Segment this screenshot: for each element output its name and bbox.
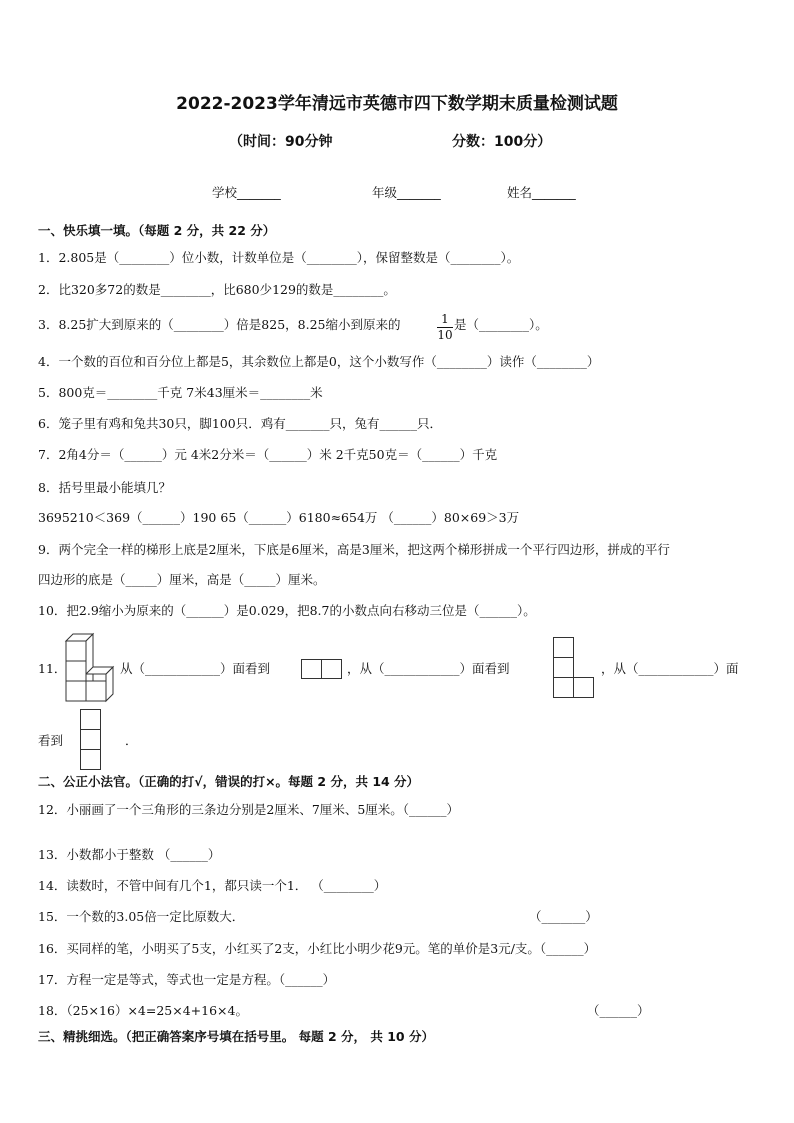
- question-4: 4．一个数的百位和百分位上都是5，其余数位上都是0，这个小数写作（________）读作（________）: [38, 354, 600, 369]
- question-5: 5．800克＝________千克 7米43厘米＝________米: [38, 385, 323, 400]
- fraction-one-tenth: [437, 313, 453, 342]
- school-field: 学校_______: [212, 185, 281, 200]
- exam-time: （时间：90分钟: [229, 134, 333, 150]
- question-8: 8．括号里最小能填几？: [38, 480, 171, 495]
- view-square: [81, 730, 101, 750]
- view-square: [574, 678, 594, 698]
- cube-face: [66, 641, 86, 661]
- question-16: 16．买同样的笔，小明买了5支，小红买了2支，小红比小明少花9元。笔的单价是3元/支。（______）: [38, 941, 597, 956]
- exam-score: 分数：100分）: [452, 134, 552, 150]
- question-15-answer: （_______）: [529, 909, 598, 924]
- question-9-continued: 四边形的底是（_____）厘米，高是（_____）厘米。: [38, 572, 326, 587]
- cube-face: [86, 681, 106, 701]
- question-10: 10．把2.9缩小为原来的（______）是0.029，把8.7的小数点向右移动三位是（______）。: [38, 603, 536, 618]
- view-square: [81, 750, 101, 770]
- question-6: 6．笼子里有鸡和兔共30只，脚100只．鸡有_______只，兔有______只．: [38, 416, 442, 431]
- question-11-view-1: 从（____________）面看到: [120, 661, 271, 676]
- question-18: 18．（25×16）×4=25×4+16×4。: [38, 1003, 248, 1018]
- section-2-heading: 二、公正小法官。（正确的打√，错误的打×。每题 2 分，共 14 分）: [38, 774, 420, 789]
- question-8-items: 3695210＜369（______）190 65（______）6180≈654万 （______）80×69＞3万: [38, 510, 520, 525]
- question-18-answer: （______）: [587, 1003, 650, 1018]
- cube-stack-figure: [66, 634, 114, 702]
- question-11-continued: 看到: [38, 733, 64, 748]
- question-9: 9．两个完全一样的梯形上底是2厘米，下底是6厘米，高是3厘米，把这两个梯形拼成一个平行四边形，拼成的平行: [38, 542, 670, 557]
- question-3: 3．8.25扩大到原来的（________）倍是825，8.25缩小到原来的: [38, 317, 401, 332]
- view-square: [322, 660, 342, 679]
- view-square: [302, 660, 322, 679]
- question-17: 17．方程一定是等式，等式也一定是方程。（______）: [38, 972, 336, 987]
- view-square: [81, 710, 101, 730]
- view-square: [554, 638, 574, 658]
- view-column: [80, 709, 102, 771]
- name-field: 姓名_______: [507, 185, 576, 200]
- view-square: [554, 658, 574, 678]
- question-11: 11．: [38, 661, 67, 676]
- question-15: 15．一个数的3.05倍一定比原数大．: [38, 909, 245, 924]
- question-11-view-2: ，从（____________）面看到: [347, 661, 510, 676]
- question-2: 2．比320多72的数是________，比680少129的数是________。: [38, 282, 396, 297]
- view-square: [554, 678, 574, 698]
- question-11-view-3: ，从（____________）面: [601, 661, 739, 676]
- question-14: 14．读数时，不管中间有几个1，都只读一个1． （________）: [38, 878, 387, 893]
- cube-face: [66, 661, 86, 681]
- question-11-end: ．: [125, 733, 138, 748]
- question-13: 13．小数都小于整数 （______）: [38, 847, 221, 862]
- page-title: 2022-2023学年清远市英德市四下数学期末质量检测试题: [176, 94, 618, 114]
- section-1-heading: 一、快乐填一填。（每题 2 分，共 22 分）: [38, 223, 276, 238]
- view-two-squares: [301, 659, 343, 679]
- question-7: 7．2角4分＝（______）元 4米2分米＝（______）米 2千克50克＝（______）千克: [38, 447, 498, 462]
- question-3-end: 是（________）。: [454, 317, 548, 332]
- fraction-numerator: 1: [441, 312, 449, 326]
- section-3-heading: 三、精挑细选。（把正确答案序号填在括号里。 每题 2 分， 共 10 分）: [38, 1029, 434, 1044]
- question-12: 12．小丽画了一个三角形的三条边分别是2厘米、7厘米、5厘米。（______）: [38, 802, 460, 817]
- grade-field: 年级_______: [372, 185, 441, 200]
- view-l-shape: [553, 637, 595, 699]
- cube-side-face: [86, 634, 93, 688]
- fraction-denominator: 10: [437, 328, 453, 342]
- question-1: 1．2.805是（________）位小数，计数单位是（________），保留整数是（________）。: [38, 250, 520, 265]
- cube-face: [66, 681, 86, 701]
